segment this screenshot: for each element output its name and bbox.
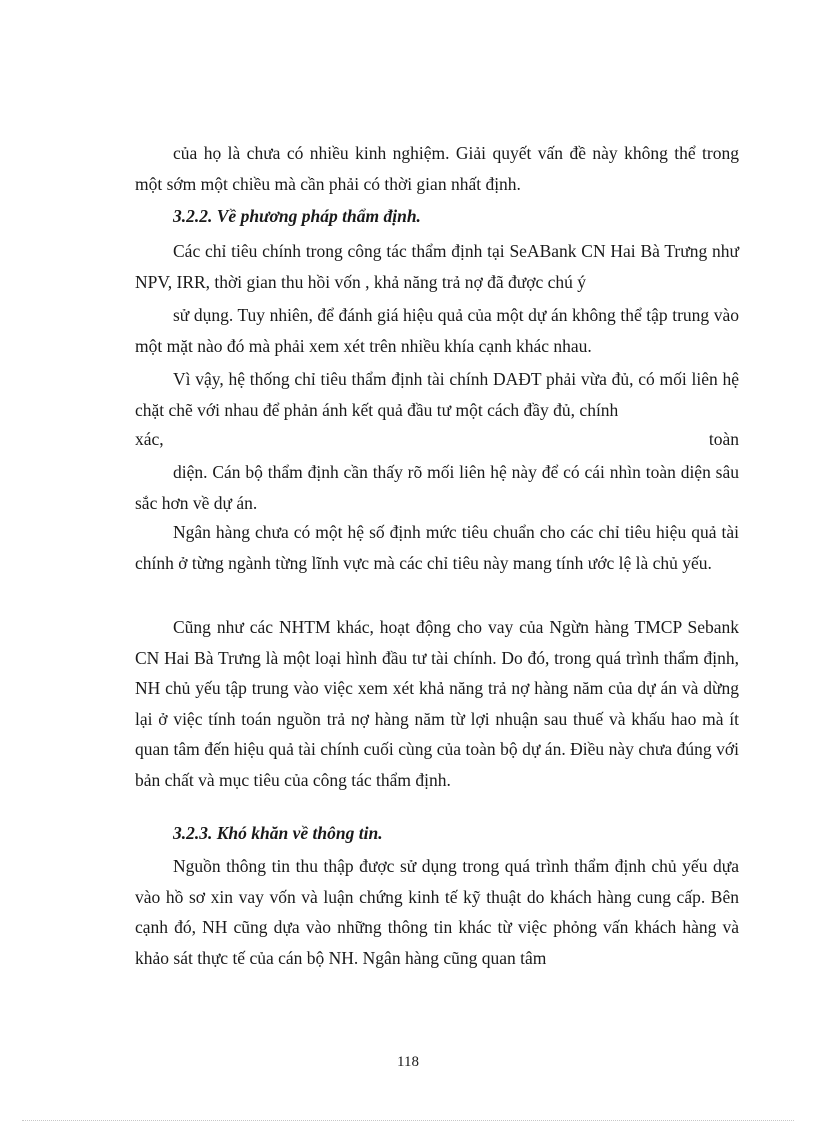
paragraph-usage-evaluation: sử dụng. Tuy nhiên, để đánh giá hiệu quả của một dự án không thể tập trung vào một mặt nào đó mà phải xem xét trên nhiều khía cạnh khác nhau.	[135, 305, 739, 356]
footer-dotted-rule	[22, 1120, 794, 1121]
paragraph-lending-activity: Cũng như các NHTM khác, hoạt động cho vay của Ngừn hàng TMCP Sebank CN Hai Bà Trưng là một loại hình đầu tư tài chính. Do đó, trong quá trình thẩm định, NH chủ yếu tập trung vào việc xem xét khả năng trả nợ hàng năm của dự án và dừng lại ở việc tính toán nguồn trả nợ hàng năm từ lợi nhuận sau thuế và khấu hao mà ít quan tâm đến hiệu quả tài chính cuối cùng của toàn bộ dự án. Điều này chưa đúng với bản chất và mục tiêu của công tác thẩm định.	[135, 617, 739, 790]
paragraph-information-sources: Nguồn thông tin thu thập được sử dụng trong quá trình thẩm định chủ yếu dựa vào hồ sơ xin vay vốn và luận chứng kinh tế kỹ thuật do khách hàng cung cấp. Bên cạnh đó, NH cũng dựa vào những thông tin khác từ việc phỏng vấn khách hàng và khảo sát thực tế của cán bộ NH. Ngân hàng cũng quan tâm	[135, 856, 739, 968]
split-line-right-word: toàn	[708, 429, 739, 449]
paragraph-indicator-system: Vì vậy, hệ thống chỉ tiêu thẩm định tài chính DAĐT phải vừa đủ, có mối liên hệ chặt chẽ với nhau để phản ánh kết quả đầu tư một cách đầy đủ, chính	[135, 369, 739, 420]
section-heading-3-2-2: 3.2.2. Về phương pháp thẩm định.	[173, 206, 421, 226]
paragraph-comprehensive-view: diện. Cán bộ thẩm định cần thấy rõ mối liên hệ này để có cái nhìn toàn diện sâu sắc hơn về dự án.	[135, 462, 739, 513]
paragraph-main-indicators: Các chỉ tiêu chính trong công tác thẩm định tại SeABank CN Hai Bà Trưng như NPV, IRR, thời gian thu hồi vốn , khả năng trả nợ đã được chú ý	[135, 241, 739, 292]
paragraph-standard-coefficient: Ngân hàng chưa có một hệ số định mức tiêu chuẩn cho các chỉ tiêu hiệu quả tài chính ở từng ngành từng lĩnh vực mà các chỉ tiêu này mang tính ước lệ là chủ yếu.	[135, 522, 739, 573]
section-heading-3-2-3: 3.2.3. Khó khăn về thông tin.	[173, 823, 383, 843]
split-line-left-word: xác,	[135, 429, 164, 449]
paragraph-continued-experience: của họ là chưa có nhiều kinh nghiệm. Giải quyết vấn đề này không thể trong một sớm một chiều mà cần phải có thời gian nhất định.	[135, 143, 739, 194]
justified-line-split	[135, 424, 739, 454]
page-number: 118	[397, 1054, 419, 1070]
